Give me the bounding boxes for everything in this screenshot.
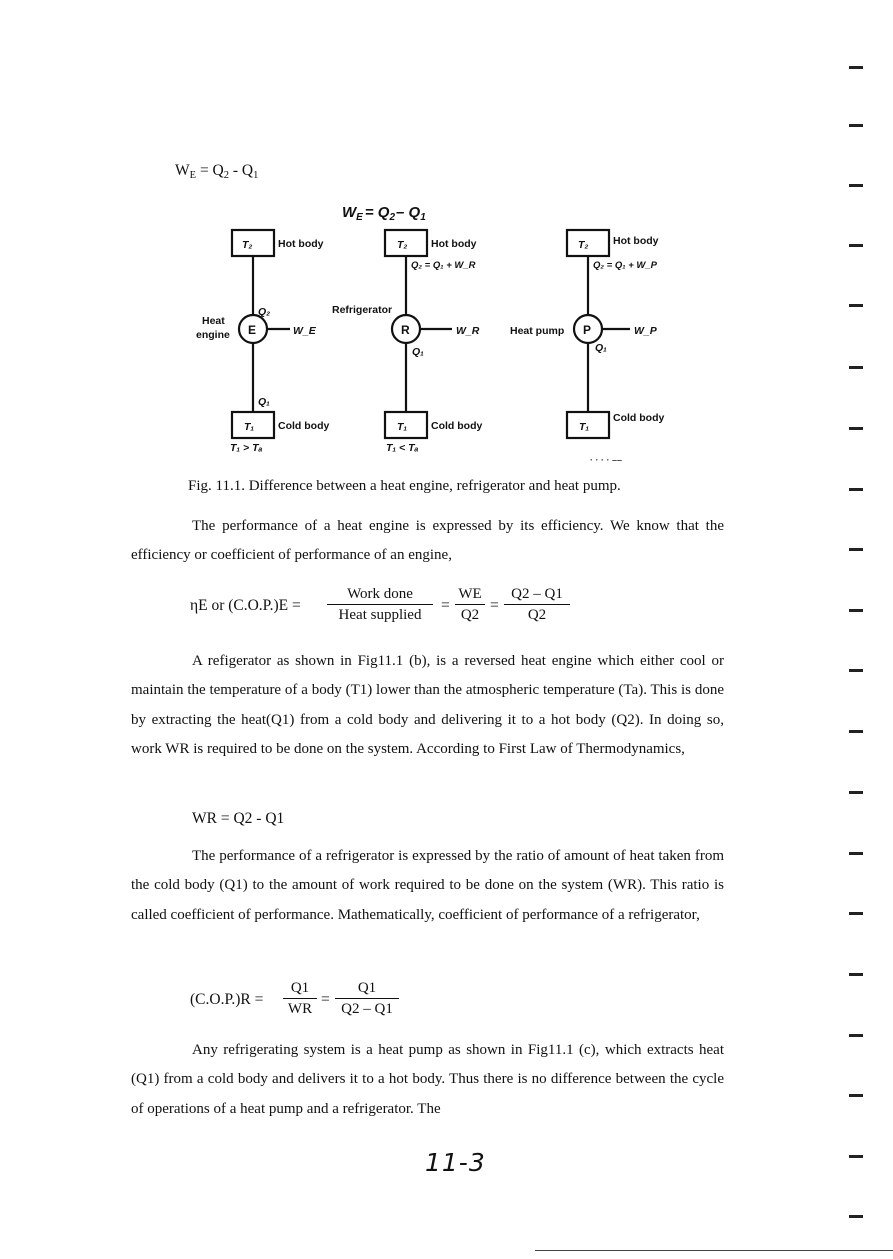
panel-c-device-label: Heat pump: [510, 325, 565, 337]
paragraph-heat-pump: [131, 1036, 724, 1124]
margin-dash: [849, 66, 863, 69]
panel-b-hot-label: Hot body: [431, 238, 477, 250]
margin-dash: [849, 124, 863, 127]
panel-c-q1: Q₁: [595, 342, 607, 354]
margin-dash: [849, 184, 863, 187]
margin-dash: [849, 1034, 863, 1037]
panel-c-t2: T₂: [578, 239, 589, 251]
equation-engine-cop-lhs: ηE or (C.O.P.)E =: [190, 597, 301, 614]
paragraph-4-text: Any refrigerating system is a heat pump as shown in Fig11.1 (c), which extracts heat (Q1) from a cold body and delivers it to a hot body. Thus there is no difference between the cycle of operations of a heat pump and a refrigerator. The: [131, 1042, 724, 1117]
hot-body-box-a: [232, 230, 274, 256]
margin-dash: [849, 912, 863, 915]
fraction-q2-minus-q1-over-q2: [504, 586, 570, 624]
panel-b-t2: T₂: [397, 239, 408, 251]
frac-q1-a: Q1: [290, 980, 310, 996]
figure-caption: Fig. 11.1. Difference between a heat engine, refrigerator and heat pump.: [188, 478, 621, 494]
panel-b-t1: T₁: [397, 421, 408, 433]
eq-we-rhs: = Q: [199, 162, 224, 179]
panel-a-condition: T₁ > Tₐ: [230, 442, 263, 454]
panel-c-hot-label: Hot body: [613, 235, 659, 247]
panel-a-cold-label: Cold body: [278, 420, 330, 432]
eq-we-lhs-sub: E: [189, 170, 197, 181]
eq2-sign: =: [321, 991, 330, 1008]
frac-q2-a: Q2: [455, 604, 485, 624]
eq1-sign-2: =: [490, 597, 499, 614]
margin-dash: [849, 852, 863, 855]
margin-dash: [849, 1215, 863, 1218]
fraction-we-over-q2: [455, 586, 485, 624]
eq-we-q2-sub: 2: [223, 170, 229, 181]
eq-we-lhs: W: [175, 162, 190, 179]
panel-c-qtop: Q₂ = Q₁ + W_P: [593, 260, 657, 271]
panel-a-q1: Q₁: [258, 396, 270, 408]
margin-dash: [849, 609, 863, 612]
paragraph-refrigerator: [131, 647, 724, 764]
panel-b-device-symbol: R: [401, 323, 410, 337]
margin-dash: [849, 427, 863, 430]
frac-we: WE: [458, 586, 482, 602]
fraction-work-over-heat: [327, 586, 433, 624]
panel-a-t1: T₁: [244, 421, 255, 433]
margin-dash: [849, 1094, 863, 1097]
panel-a-work: W_E: [293, 325, 316, 337]
margin-dash: [849, 548, 863, 551]
equation-refrigerator-cop-lhs: (C.O.P.)R =: [190, 991, 264, 1008]
eq1-sign-1: =: [441, 597, 450, 614]
panel-c-work: W_P: [634, 325, 657, 337]
frac-wr: WR: [283, 998, 317, 1018]
panel-c-t1: T₁: [579, 421, 590, 433]
margin-dash: [849, 1155, 863, 1158]
margin-dash: [849, 366, 863, 369]
paragraph-1-text: The performance of a heat engine is expressed by its efficiency. We know that the efficiency or coefficient of performance of an engine,: [131, 518, 724, 564]
fraction-q1-over-q2-minus-q1: [335, 980, 399, 1018]
paragraph-3-text: The performance of a refrigerator is expressed by the ratio of amount of heat taken from the cold body (Q1) to the amount of work required to be done on the system (WR). This ratio is called coefficient of performance. Mathematically, coefficient of performance of a refrigerator,: [131, 848, 724, 923]
panel-b-qtop: Q₂ = Q₁ + W_R: [411, 260, 476, 271]
frac-work-done: Work done: [347, 586, 413, 602]
equation-we: [175, 162, 258, 181]
margin-dash: [849, 669, 863, 672]
panel-a-q2: Q₂: [258, 306, 271, 318]
margin-dash: [849, 973, 863, 976]
paragraph-heat-engine-efficiency: [131, 512, 724, 571]
panel-b-condition: T₁ < Tₐ: [386, 442, 419, 454]
frac-q2-minus-q1-den: Q2 – Q1: [335, 998, 399, 1018]
figure-title: $W_E = Q_2-$ $Q_1$: [342, 204, 426, 223]
bottom-scan-line: [535, 1250, 893, 1251]
panel-a-device-label-2: engine: [196, 329, 230, 341]
eq-we-q1-sub: 1: [253, 170, 259, 181]
paragraph-2-text: A refigerator as shown in Fig11.1 (b), is a reversed heat engine which either cool or maintain the temperature of a body (T1) lower than the atmospheric temperature (Ta). This is done by extracting the heat(Q1) from a cold body and delivering it to a hot body (Q2). In doing so, work WR is required to be done on the system. According to First Law of Thermodynamics,: [131, 653, 724, 757]
frac-heat-supplied: Heat supplied: [327, 604, 433, 624]
panel-a-device-label-1: Heat: [202, 315, 225, 327]
panel-b-q1: Q₁: [412, 346, 424, 358]
panel-b-work: W_R: [456, 325, 480, 337]
equation-wr: WR = Q2 - Q1: [192, 810, 285, 827]
eq-we-minus: - Q: [229, 162, 254, 179]
frac-q1-b: Q1: [357, 980, 377, 996]
panel-a-t2: T₂: [242, 239, 253, 251]
margin-dash: [849, 304, 863, 307]
panel-c-scan-marks: · · · · ––: [590, 455, 623, 465]
panel-a-device-symbol: E: [248, 323, 257, 337]
panel-b-cold-label: Cold body: [431, 420, 483, 432]
margin-dash: [849, 244, 863, 247]
panel-a-hot-label: Hot body: [278, 238, 324, 250]
panel-c-cold-label: Cold body: [613, 412, 665, 424]
frac-q2-b: Q2: [504, 604, 570, 624]
paragraph-refrigerator-cop: [131, 842, 724, 930]
panel-b-device-label: Refrigerator: [332, 304, 393, 316]
fraction-q1-over-wr: [283, 980, 317, 1018]
margin-dash: [849, 488, 863, 491]
margin-dash: [849, 791, 863, 794]
page-number: 11-3: [425, 1148, 486, 1177]
figure-heat-engine-diagram: [190, 195, 690, 470]
panel-c-device-symbol: P: [583, 323, 592, 337]
frac-q2-minus-q1: Q2 – Q1: [511, 586, 563, 602]
margin-dash: [849, 730, 863, 733]
